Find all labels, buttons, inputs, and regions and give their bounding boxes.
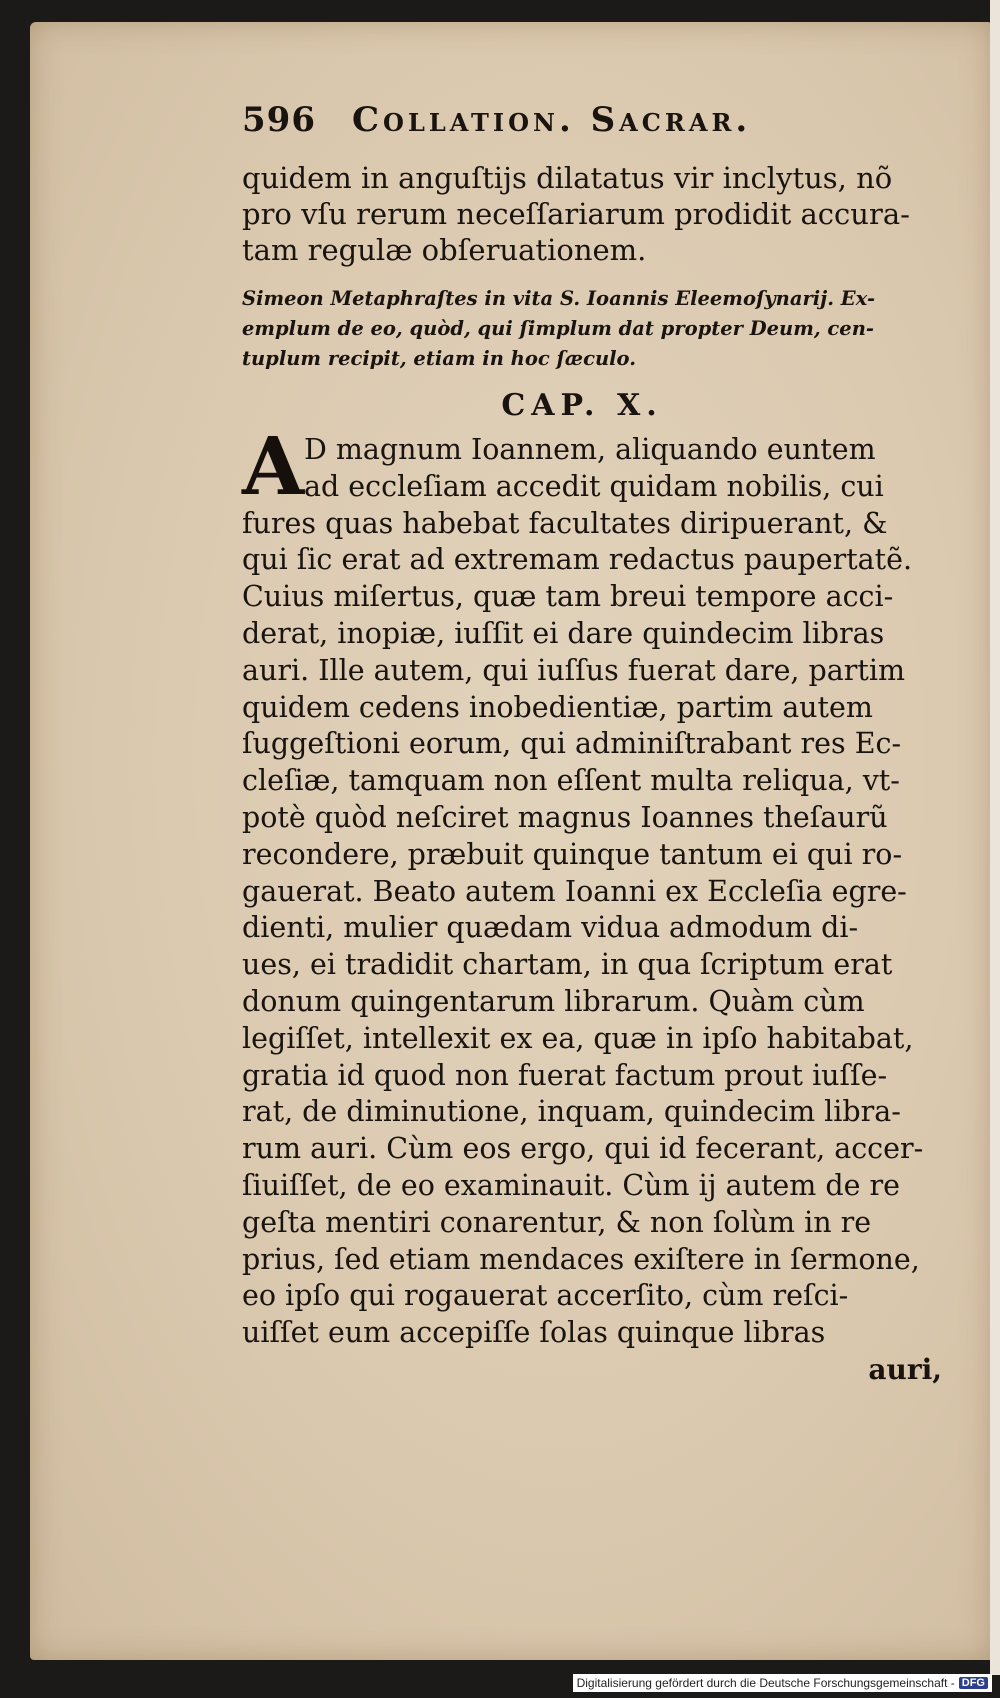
text-line: recondere, præbuit quinque tantum ei qui ro- bbox=[242, 837, 903, 871]
text-line: uiſſet eum accepiſſe ſolas quinque libras bbox=[242, 1316, 826, 1350]
text-line: quidem in anguſtijs dilatatus vir inclytus, nõ bbox=[242, 161, 893, 195]
running-head-title: Collation. Sacrar. bbox=[351, 100, 752, 140]
text-line: rat, de diminutione, inquam, quindecim libra- bbox=[242, 1095, 901, 1129]
text-line: ſiuiſſet, de eo examinauit. Cùm ij autem de re bbox=[242, 1168, 901, 1202]
text-line: prius, ſed etiam mendaces exiſtere in ſermone, bbox=[242, 1242, 920, 1276]
text-line: potè quòd neſciret magnus Ioannes theſaurũ bbox=[242, 800, 888, 834]
text-line: geſta mentiri conarentur, & non ſolùm in re bbox=[242, 1205, 872, 1239]
summary-line: Simeon Metaphraſtes in vita S. Ioannis Eleemoſynarij. Ex- bbox=[242, 287, 876, 310]
text-line: derat, inopiæ, iuſſit ei dare quindecim libras bbox=[242, 616, 885, 650]
chapter-summary bbox=[242, 284, 982, 374]
text-line: fures quas habebat facultates diripuerant, & bbox=[242, 506, 888, 540]
text-line: Cuius miſertus, quæ tam breui tempore acci- bbox=[242, 580, 894, 614]
text-line: donum quingentarum librarum. Quàm cùm bbox=[242, 984, 865, 1018]
page-number: 596 bbox=[242, 100, 316, 140]
drop-capital: A bbox=[242, 419, 305, 513]
dfg-logo: DFG bbox=[959, 1677, 988, 1689]
summary-line: tuplum recipit, etiam in hoc ſæculo. bbox=[242, 347, 636, 370]
text-line: eo ipſo qui rogauerat accerſito, cùm reſci- bbox=[242, 1279, 849, 1313]
text-line: dienti, mulier quædam vidua admodum di- bbox=[242, 911, 859, 945]
scan-right-edge bbox=[990, 0, 1000, 1675]
text-line: ſuggeſtioni eorum, qui adminiſtrabant res Ec- bbox=[242, 727, 902, 761]
page-text-block bbox=[242, 100, 982, 1388]
credit-text: Digitalisierung gefördert durch die Deutsche Forschungsgemeinschaft - bbox=[576, 1676, 955, 1690]
text-line: D magnum Ioannem, aliquando euntem bbox=[304, 433, 876, 466]
text-line: pro vſu rerum neceſſariarum prodidit accura- bbox=[242, 197, 910, 231]
text-line: gratia id quod non fuerat factum prout iuſſe- bbox=[242, 1058, 888, 1092]
text-line: qui ſic erat ad extremam redactus paupertatẽ. bbox=[242, 543, 913, 577]
running-head bbox=[242, 100, 982, 160]
text-line: legiſſet, intellexit ex ea, quæ in ipſo habitabat, bbox=[242, 1021, 914, 1055]
catchword: auri, bbox=[868, 1352, 942, 1386]
text-line: auri. Ille autem, qui iuſſus fuerat dare, partim bbox=[242, 653, 906, 687]
summary-line: emplum de eo, quòd, qui ſimplum dat propter Deum, cen- bbox=[242, 317, 874, 340]
text-line: ues, ei tradidit chartam, in qua ſcriptum erat bbox=[242, 948, 893, 982]
text-line: ad eccleſiam accedit quidam nobilis, cui bbox=[304, 469, 884, 503]
chapter-heading: CAP. X. bbox=[501, 388, 663, 423]
digitization-credit bbox=[573, 1674, 992, 1692]
chapter-body bbox=[242, 419, 982, 1352]
text-line: rum auri. Cùm eos ergo, qui id fecerant, accer- bbox=[242, 1132, 924, 1166]
text-line: cleſiæ, tamquam non eſſent multa reliqua, vt- bbox=[242, 764, 900, 798]
intro-paragraph bbox=[242, 160, 982, 268]
text-line: tam regulæ obſeruationem. bbox=[242, 233, 647, 267]
text-line: gauerat. Beato autem Ioanni ex Eccleſia egre- bbox=[242, 874, 907, 908]
text-line: quidem cedens inobedientiæ, partim autem bbox=[242, 690, 873, 724]
